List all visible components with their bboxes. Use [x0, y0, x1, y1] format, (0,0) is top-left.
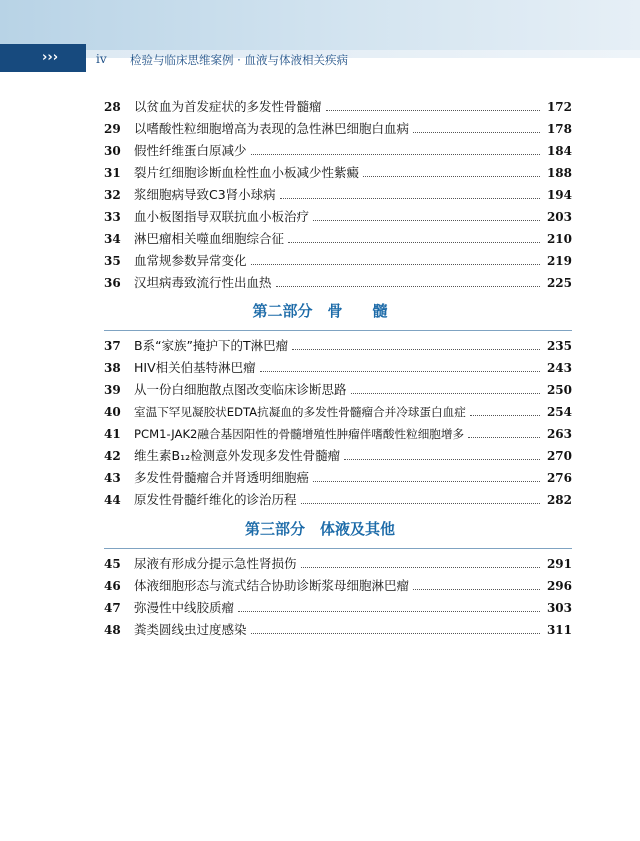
toc-entry[interactable]: [104, 576, 572, 596]
leader-dots: [363, 175, 540, 177]
toc-entry[interactable]: [104, 446, 572, 466]
entry-number: 42: [104, 449, 121, 463]
leader-dots: [251, 632, 540, 634]
leader-dots: [280, 197, 540, 199]
entry-title: 血小板图指导双联抗血小板治疗: [134, 209, 310, 224]
entry-page: 296: [546, 579, 572, 593]
chevron-icon: ›››: [42, 50, 59, 65]
entry-title: 浆细胞病导致C3肾小球病: [134, 187, 276, 202]
entry-title: 淋巴瘤相关噬血细胞综合征: [134, 231, 285, 246]
toc-entry[interactable]: [104, 229, 572, 249]
entry-title: 假性纤维蛋白原减少: [134, 143, 247, 158]
entry-number: 33: [104, 210, 121, 224]
entry-page: 194: [546, 188, 572, 202]
toc-entry[interactable]: [104, 380, 572, 400]
entry-title: 室温下罕见凝胶状EDTA抗凝血的多发性骨髓瘤合并冷球蛋白血症: [134, 405, 466, 419]
leader-dots: [288, 241, 540, 243]
toc-entry[interactable]: [104, 598, 572, 618]
toc-entry[interactable]: [104, 336, 572, 356]
toc-entry[interactable]: [104, 468, 572, 488]
entry-number: 45: [104, 557, 121, 571]
entry-number: 46: [104, 579, 121, 593]
toc-entry[interactable]: [104, 490, 572, 510]
entry-number: 30: [104, 144, 121, 158]
entry-title: 汉坦病毒致流行性出血热: [134, 275, 272, 290]
running-title: 检验与临床思维案例 · 血液与体液相关疾病: [130, 53, 348, 67]
entry-page: 235: [546, 339, 572, 353]
leader-dots: [251, 153, 540, 155]
toc-entry[interactable]: [104, 424, 572, 444]
leader-dots: [313, 480, 540, 482]
leader-dots: [292, 348, 540, 350]
entry-title: 多发性骨髓瘤合并肾透明细胞癌: [134, 470, 310, 485]
leader-dots: [260, 370, 540, 372]
entry-title: 从一份白细胞散点图改变临床诊断思路: [134, 382, 347, 397]
entry-title: HIV相关伯基特淋巴瘤: [134, 360, 256, 375]
entry-page: 254: [546, 405, 572, 419]
entry-page: 276: [546, 471, 572, 485]
entry-page: 172: [546, 100, 572, 114]
entry-page: 291: [546, 557, 572, 571]
entry-number: 47: [104, 601, 121, 615]
leader-dots: [470, 414, 540, 416]
entry-number: 41: [104, 427, 121, 441]
toc-entry[interactable]: [104, 554, 572, 574]
leader-dots: [413, 131, 540, 133]
entry-number: 34: [104, 232, 121, 246]
entry-title: 原发性骨髓纤维化的诊治历程: [134, 492, 297, 507]
page-number: iv: [96, 52, 107, 66]
entry-title: 血常规参数异常变化: [134, 253, 247, 268]
entry-page: 184: [546, 144, 572, 158]
entry-title: 粪类圆线虫过度感染: [134, 622, 247, 637]
entry-title: 以贫血为首发症状的多发性骨髓瘤: [134, 99, 322, 114]
entry-page: 250: [546, 383, 572, 397]
entry-number: 43: [104, 471, 121, 485]
entry-page: 178: [546, 122, 572, 136]
entry-title: PCM1-JAK2融合基因阳性的骨髓增殖性肿瘤伴嗜酸性粒细胞增多: [134, 427, 465, 441]
entry-number: 38: [104, 361, 121, 375]
toc-entry[interactable]: [104, 163, 572, 183]
entry-number: 44: [104, 493, 121, 507]
entry-page: 270: [546, 449, 572, 463]
entry-title: B系“家族”掩护下的T淋巴瘤: [134, 338, 289, 353]
entry-number: 40: [104, 405, 121, 419]
entry-title: 体液细胞形态与流式结合协助诊断浆母细胞淋巴瘤: [134, 578, 410, 593]
toc-entry[interactable]: [104, 185, 572, 205]
toc-entry[interactable]: [104, 620, 572, 640]
toc-entry[interactable]: [104, 251, 572, 271]
entry-number: 28: [104, 100, 121, 114]
entry-number: 36: [104, 276, 121, 290]
entry-page: 219: [546, 254, 572, 268]
entry-page: 311: [546, 623, 572, 637]
leader-dots: [301, 502, 540, 504]
toc-entry[interactable]: [104, 141, 572, 161]
part-heading: 第三部分 体液及其他: [244, 520, 395, 538]
leader-dots: [413, 588, 540, 590]
entry-number: 29: [104, 122, 121, 136]
entry-page: 282: [546, 493, 572, 507]
leader-dots: [251, 263, 540, 265]
part-divider: [104, 548, 572, 549]
entry-title: 弥漫性中线胶质瘤: [134, 600, 235, 615]
leader-dots: [276, 285, 540, 287]
entry-page: 203: [546, 210, 572, 224]
leader-dots: [301, 566, 540, 568]
entry-number: 31: [104, 166, 121, 180]
entry-title: 裂片红细胞诊断血栓性血小板减少性紫癜: [134, 165, 360, 180]
leader-dots: [238, 610, 540, 612]
entry-title: 尿液有形成分提示急性肾损伤: [134, 556, 297, 571]
part-divider: [104, 330, 572, 331]
toc-entry[interactable]: [104, 97, 572, 117]
entry-page: 303: [546, 601, 572, 615]
entry-page: 225: [546, 276, 572, 290]
page-header-band: [0, 0, 640, 50]
part-heading: 第二部分 骨 髓: [252, 302, 388, 320]
leader-dots: [326, 109, 540, 111]
entry-number: 48: [104, 623, 121, 637]
toc-entry[interactable]: [104, 273, 572, 293]
entry-page: 263: [546, 427, 572, 441]
entry-number: 39: [104, 383, 121, 397]
leader-dots: [468, 436, 540, 438]
toc-entry[interactable]: [104, 119, 572, 139]
entry-title: 维生素B₁₂检测意外发现多发性骨髓瘤: [134, 448, 341, 463]
leader-dots: [313, 219, 540, 221]
toc-entry[interactable]: [104, 358, 572, 378]
entry-page: 210: [546, 232, 572, 246]
entry-page: 188: [546, 166, 572, 180]
entry-page: 243: [546, 361, 572, 375]
toc-entry[interactable]: [104, 207, 572, 227]
toc-entry[interactable]: [104, 402, 572, 422]
leader-dots: [344, 458, 540, 460]
entry-number: 32: [104, 188, 121, 202]
entry-title: 以嗜酸性粒细胞增高为表现的急性淋巴细胞白血病: [134, 121, 410, 136]
entry-number: 35: [104, 254, 121, 268]
leader-dots: [351, 392, 540, 394]
entry-number: 37: [104, 339, 121, 353]
